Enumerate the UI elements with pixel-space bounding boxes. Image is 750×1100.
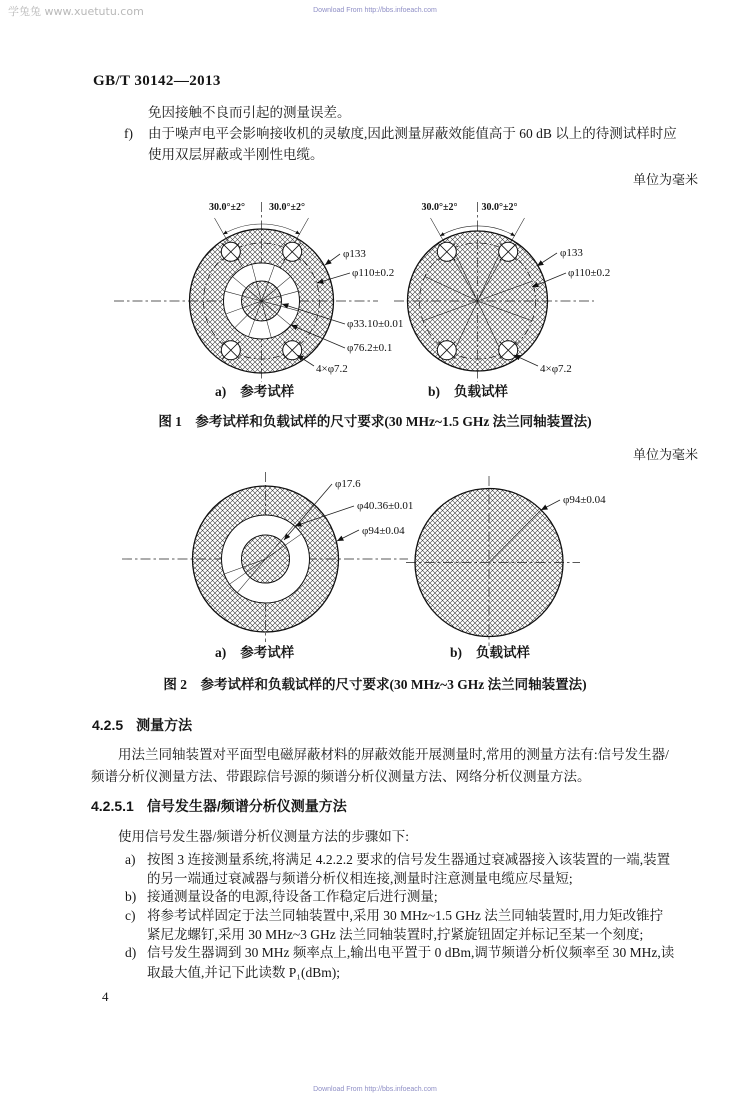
fig1-caption-b-label: b) [428,384,441,399]
fig1-b-dim-outer: φ133 [560,247,583,259]
fig2-caption-a-label: a) [215,645,227,660]
step-label: c) [125,908,136,923]
fig1-caption-a-text: 参考试样 [240,384,295,399]
step-label: a) [125,852,136,867]
fig2-caption-a [215,646,294,660]
fig1-caption-b [428,385,508,399]
body-text-line: 使用双层屏蔽或半刚性电缆。 [148,147,324,162]
fig2-a-dim-outer: φ94±0.04 [362,525,405,537]
figure2-drawing [100,468,680,646]
section-heading-425 [92,718,192,733]
section-number: 4.2.5.1 [91,798,134,814]
step-text: 取最大值,并记下此读数 P₁(dBm); [147,965,340,980]
section-heading-4251 [91,799,347,814]
site-watermark: 学兔兔 www.xuetutu.com [8,5,144,18]
body-text-line: 用法兰同轴装置对平面型电磁屏蔽材料的屏蔽效能开展测量时,常用的测量方法有:信号发生器/ [118,747,669,762]
fig2-caption-b-text: 负载试样 [476,645,531,660]
fig1-caption-b-text: 负载试样 [454,384,509,399]
fig1-title: 图 1 参考试样和负载试样的尺寸要求(30 MHz~1.5 GHz 法兰同轴装置法) [158,414,592,429]
step-text: 信号发生器调到 30 MHz 频率点上,输出电平置于 0 dBm,调节频谱分析仪频率至 30 MHz,读 [147,945,675,960]
fig1-sample-b [394,202,610,382]
figure1-drawing [100,192,680,388]
fig2-title: 图 2 参考试样和负载试样的尺寸要求(30 MHz~3 GHz 法兰同轴装置法) [163,677,587,692]
fig1-a-dim-ring: φ76.2±0.1 [347,342,393,354]
fig1-b-dim-bolt: φ110±0.2 [568,267,611,279]
fig1-a-dim-outer: φ133 [343,248,366,260]
standard-number-header: GB/T 30142—2013 [93,73,221,89]
section-title: 信号发生器/频谱分析仪测量方法 [146,798,347,814]
section-title: 测量方法 [136,717,193,733]
step-text: 接通测量设备的电源,待设备工作稳定后进行测量; [147,889,438,904]
fig2-b-dim-outer: φ94±0.04 [563,494,606,506]
body-text-line: 频谱分析仪测量方法、带跟踪信号源的频谱分析仪测量方法、网络分析仪测量方法。 [91,769,591,784]
fig2-caption-b-label: b) [450,645,463,660]
fig1-a-angle-left-label: 30.0°±2° [209,202,245,213]
step-label: d) [125,945,137,960]
fig2-caption-a-text: 参考试样 [240,645,295,660]
fig2-a-dim-inner: φ40.36±0.01 [357,500,414,512]
step-text: 的另一端通过衰减器与频谱分析仪相连接,测量时注意测量电缆应尽量短; [147,871,573,886]
fig2-a-dim-center: φ17.6 [335,478,361,490]
step-text: 将参考试样固定于法兰同轴装置中,采用 30 MHz~1.5 GHz 法兰同轴装置时,用力矩改锥拧 [147,908,664,923]
page-number: 4 [102,989,109,1004]
body-text-line: 免因接触不良而引起的测量误差。 [148,105,351,120]
download-note-top: Download From http://bbs.infoeach.com [313,7,437,14]
unit-note: 单位为毫米 [633,447,699,462]
fig2-sample-a [122,472,413,642]
fig1-a-dim-holes: 4×φ7.2 [316,363,348,375]
fig1-a-dim-center: φ33.10±0.01 [347,318,404,330]
fig1-b-angle-right-label: 30.0°±2° [481,202,518,213]
step-label: b) [125,889,137,904]
fig1-sample-a [114,202,403,382]
step-text: 按图 3 连接测量系统,将满足 4.2.2.2 要求的信号发生器通过衰减器接入该装置的一端,装置 [147,852,671,867]
fig1-b-angle-left-label: 30.0°±2° [421,202,458,213]
fig1-caption-a [215,385,294,399]
section-number: 4.2.5 [92,717,124,733]
steps-intro: 使用信号发生器/频谱分析仪测量方法的步骤如下: [118,829,410,844]
fig1-caption-a-label: a) [215,384,227,399]
fig1-b-dim-holes: 4×φ7.2 [540,363,572,375]
fig1-a-angle-right-label: 30.0°±2° [269,202,305,213]
fig2-caption-b [450,646,530,660]
fig1-a-dim-bolt: φ110±0.2 [352,267,395,279]
unit-note: 单位为毫米 [633,172,699,187]
list-item-label-f: f) [124,126,133,141]
download-note-bottom: Download From http://bbs.infoeach.com [313,1086,437,1093]
fig2-sample-b [406,476,606,646]
step-text: 紧尼龙螺钉,采用 30 MHz~3 GHz 法兰同轴装置时,拧紧旋钮固定并标记至某一个刻度; [147,927,644,942]
body-text-line: 由于噪声电平会影响接收机的灵敏度,因此测量屏蔽效能值高于 60 dB 以上的待测试样时应 [148,126,677,141]
